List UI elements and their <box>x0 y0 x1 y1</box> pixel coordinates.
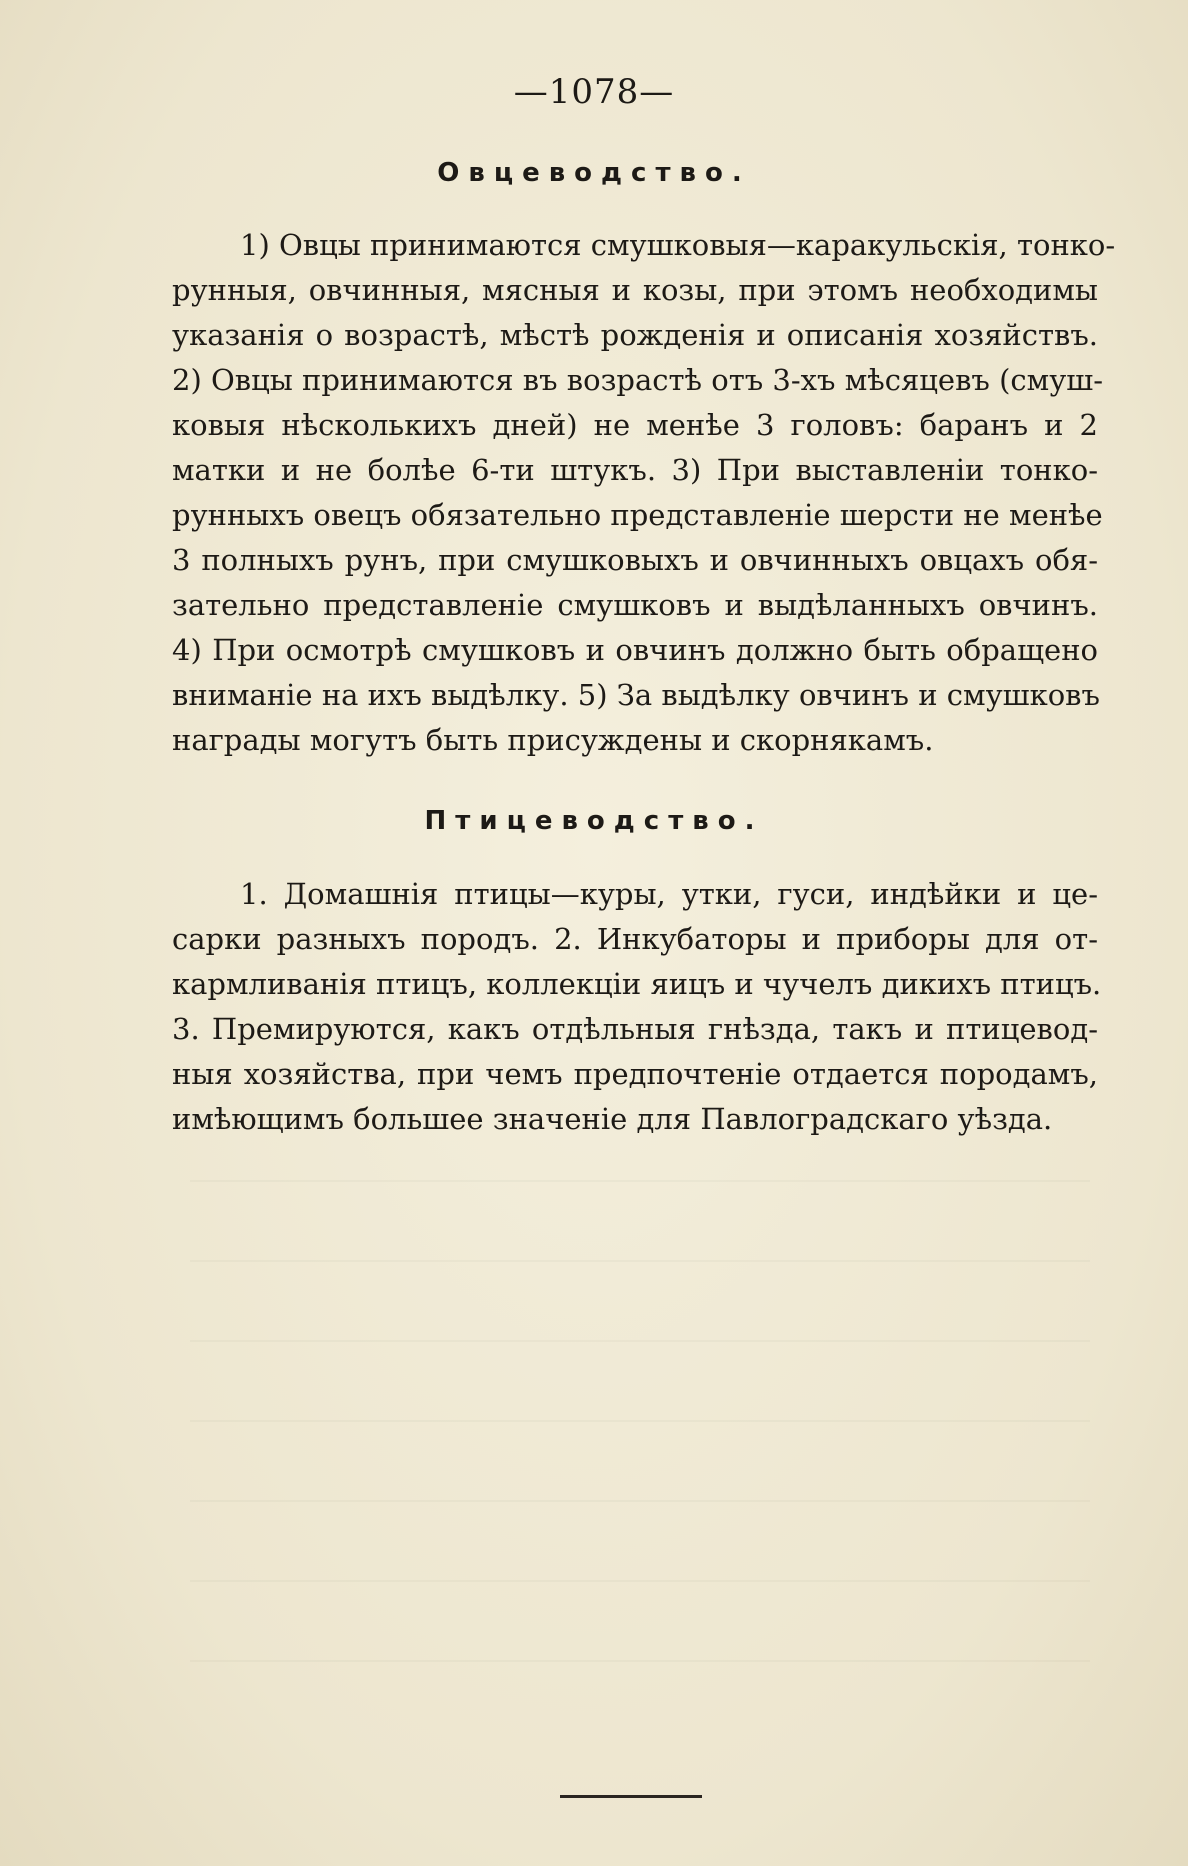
text-line: рунныя, овчинныя, мясныя и козы, при этомъ необходимы <box>172 273 1098 307</box>
bleed-through-mark <box>190 1580 1090 1582</box>
text-line: ныя хозяйства, при чемъ предпочтеніе отдается породамъ, <box>172 1057 1098 1091</box>
text-line: зательно представленіе смушковъ и выдѣланныхъ овчинъ. <box>172 588 1098 622</box>
bleed-through-mark <box>190 1180 1090 1182</box>
text-line: указанія о возрастѣ, мѣстѣ рожденія и описанія хозяйствъ. <box>172 318 1098 352</box>
text-line: 4) При осмотрѣ смушковъ и овчинъ должно быть обращено <box>172 633 1098 667</box>
text-line: ковыя нѣсколькихъ дней) не менѣе 3 головъ: баранъ и 2 <box>172 408 1098 442</box>
section-body-poultry-farming <box>172 872 1102 1142</box>
bleed-through-mark <box>190 1340 1090 1342</box>
bleed-through-mark <box>190 1660 1090 1662</box>
text-line: 3 полныхъ рунъ, при смушковыхъ и овчинныхъ овцахъ обя- <box>172 543 1098 577</box>
text-line: 2) Овцы принимаются въ возрастѣ отъ 3-хъ мѣсяцевъ (смуш- <box>172 363 1104 397</box>
text-line: кармливанія птицъ, коллекціи яицъ и чучелъ дикихъ птицъ. <box>172 967 1102 1001</box>
bleed-through-mark <box>190 1500 1090 1502</box>
text-line: матки и не болѣе 6-ти штукъ. 3) При выставленіи тонко- <box>172 453 1098 487</box>
text-line: 3. Премируются, какъ отдѣльныя гнѣзда, такъ и птицевод- <box>172 1012 1098 1046</box>
bleed-through-mark <box>190 1260 1090 1262</box>
text-line: сарки разныхъ породъ. 2. Инкубаторы и приборы для от- <box>172 922 1098 956</box>
text-line: вниманіе на ихъ выдѣлку. 5) За выдѣлку овчинъ и смушковъ <box>172 678 1100 712</box>
text-line: 1. Домашнія птицы—куры, утки, гуси, индѣйки и це- <box>240 877 1098 911</box>
section-title-sheep-breeding: Овцеводство. <box>437 158 751 188</box>
bleed-through-mark <box>190 1420 1090 1422</box>
section-title-poultry-farming: Птицеводство. <box>424 806 764 836</box>
text-line: 1) Овцы принимаются смушковыя—каракульскія, тонко- <box>240 228 1116 262</box>
text-line: награды могутъ быть присуждены и скорнякамъ. <box>172 723 934 757</box>
section-body-sheep-breeding <box>172 223 1116 763</box>
text-line: рунныхъ овецъ обязательно представленіе шерсти не менѣе <box>172 498 1103 532</box>
text-line: имѣющимъ большее значеніе для Павлоградскаго уѣзда. <box>172 1102 1053 1136</box>
end-rule <box>560 1795 702 1798</box>
page-number: —1078— <box>513 72 675 112</box>
